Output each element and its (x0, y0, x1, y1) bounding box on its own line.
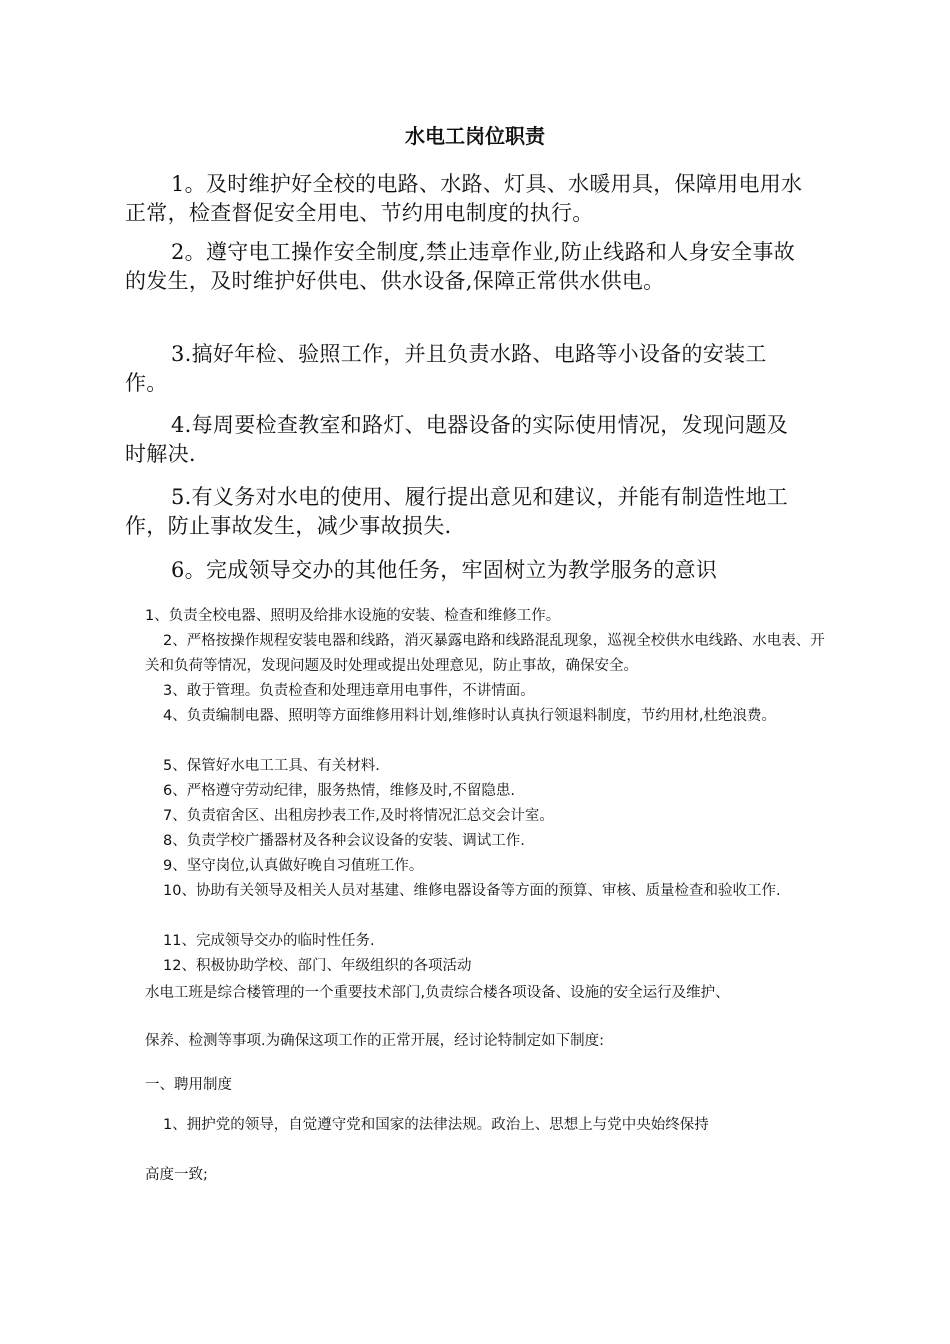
intro-line-2: 保养、检测等事项.为确保这项工作的正常开展，经讨论特制定如下制度: (145, 1033, 604, 1049)
duty-large-4: 4.每周要检查教室和路灯、电器设备的实际使用情况，发现问题及时解决. (125, 413, 789, 466)
duty-small-1: 1、负责全校电器、照明及给排水设施的安装、检查和维修工作。 (145, 608, 561, 624)
duty-small-11: 11、完成领导交办的临时性任务. (163, 933, 375, 949)
duty-small-6: 6、严格遵守劳动纪律，服务热情，维修及时,不留隐患. (163, 783, 515, 799)
duty-small-7: 7、负责宿舍区、出租房抄表工作,及时将情况汇总交会计室。 (163, 808, 554, 824)
duty-large-5: 5.有义务对水电的使用、履行提出意见和建议，并能有制造性地工作，防止事故发生，减少事故损失. (125, 485, 789, 538)
section-item-1-line-1: 1、拥护党的领导，自觉遵守党和国家的法律法规。政治上、思想上与党中央始终保持 (163, 1117, 709, 1133)
duty-small-5: 5、保管好水电工工具、有关材料. (163, 758, 380, 774)
duty-large-3: 3.搞好年检、验照工作，并且负责水路、电路等小设备的安装工作。 (125, 342, 767, 395)
duty-small-3: 3、敢于管理。负责检查和处理违章用电事件，不讲情面。 (163, 683, 535, 699)
duty-small-4: 4、负责编制电器、照明等方面维修用料计划,维修时认真执行领退料制度，节约用材,杜绝浪费。 (163, 708, 776, 724)
section-heading-hiring: 一、聘用制度 (145, 1077, 232, 1093)
duty-small-12: 12、积极协助学校、部门、年级组织的各项活动 (163, 958, 472, 974)
document-title: 水电工岗位职责 (405, 124, 545, 148)
duty-large-6: 6。完成领导交办的其他任务，牢固树立为教学服务的意识 (171, 558, 718, 582)
duty-small-8: 8、负责学校广播器材及各种会议设备的安装、调试工作. (163, 833, 525, 849)
section-item-1-line-2: 高度一致; (145, 1167, 208, 1183)
duty-small-9: 9、坚守岗位,认真做好晚自习值班工作。 (163, 858, 424, 874)
duty-small-10: 10、协助有关领导及相关人员对基建、维修电器设备等方面的预算、审核、质量检查和验收工作. (163, 883, 781, 899)
duty-large-1: 1。及时维护好全校的电路、水路、灯具、水暖用具，保障用电用水正常，检查督促安全用电、节约用电制度的执行。 (125, 172, 803, 225)
duty-large-2: 2。遵守电工操作安全制度,禁止违章作业,防止线路和人身安全事故的发生，及时维护好供电、供水设备,保障正常供水供电。 (125, 240, 796, 293)
duty-small-2: 2、严格按操作规程安装电器和线路，消灭暴露电路和线路混乱现象，巡视全校供水电线路、水电表、开关和负荷等情况，发现问题及时处理或提出处理意见，防止事故，确保安全。 (145, 633, 825, 674)
intro-line-1: 水电工班是综合楼管理的一个重要技术部门,负责综合楼各项设备、设施的安全运行及维护、 (145, 985, 730, 1001)
